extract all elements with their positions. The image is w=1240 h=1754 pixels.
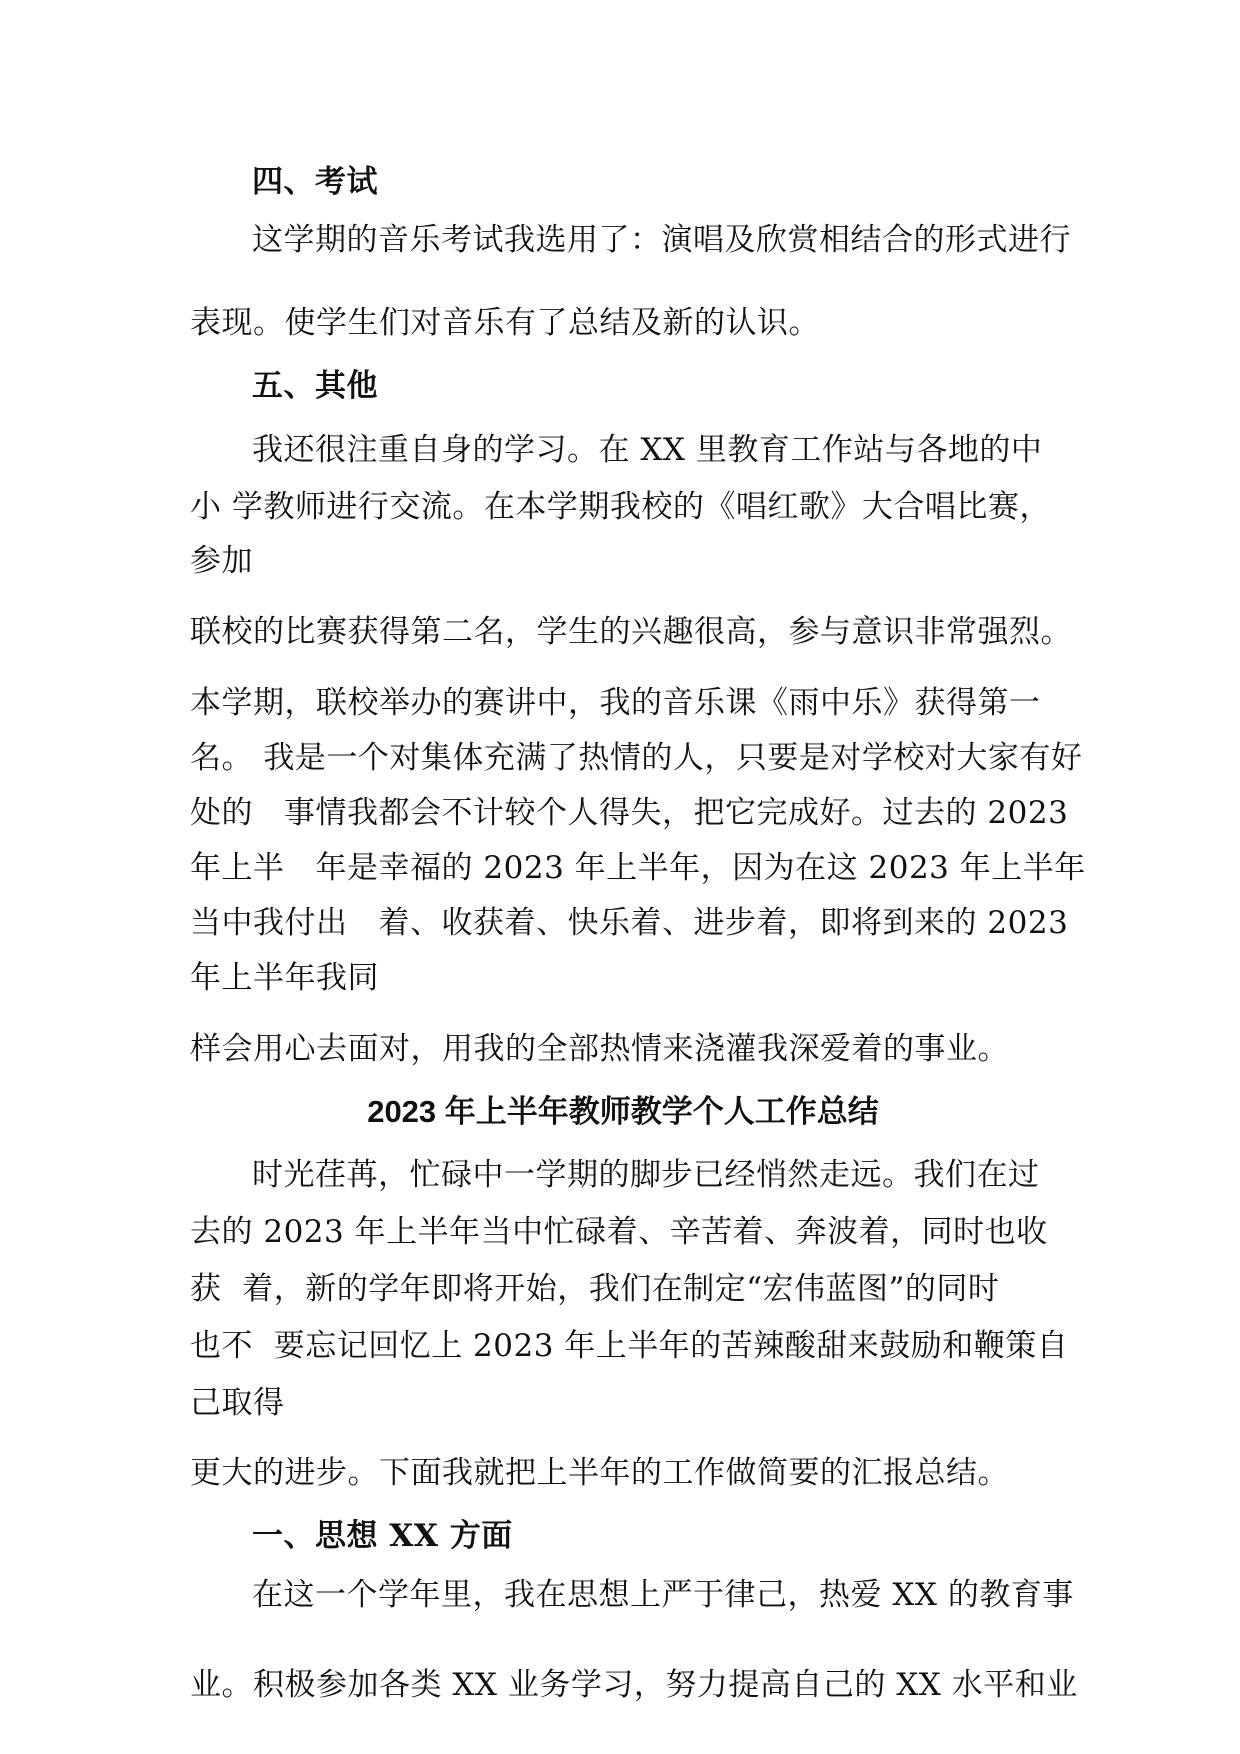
section-heading-exam: 四、考试	[252, 164, 378, 200]
paragraph-line: 样会用心去面对，用我的全部热情来浇灌我深爱着的事业。	[190, 1031, 1009, 1067]
paragraph-line: 获 着，新的学年即将开始，我们在制定“宏伟蓝图”的同时	[190, 1271, 1000, 1307]
paragraph-line: 表现。使学生们对音乐有了总结及新的认识。	[190, 305, 820, 341]
paragraph-line: 参加	[190, 543, 253, 579]
paragraph-line: 本学期，联校举办的赛讲中，我的音乐课《雨中乐》获得第一	[190, 685, 1041, 721]
paragraph-line: 联校的比赛获得第二名，学生的兴趣很高，参与意识非常强烈。	[190, 614, 1072, 650]
paragraph-line: 处的 事情我都会不计较个人得失，把它完成好。过去的 2023	[190, 795, 1069, 831]
paragraph-line: 我还很注重自身的学习。在 XX 里教育工作站与各地的中	[252, 432, 1043, 468]
paragraph-line: 更大的进步。下面我就把上半年的工作做简要的汇报总结。	[190, 1455, 1009, 1491]
paragraph-line: 小 学教师进行交流。在本学期我校的《唱红歌》大合唱比赛，	[190, 489, 1051, 525]
paragraph-line: 年上半 年是幸福的 2023 年上半年，因为在这 2023 年上半年	[190, 850, 1086, 886]
paragraph-line: 也不 要忘记回忆上 2023 年上半年的苦辣酸甜来鼓励和鞭策自	[190, 1328, 1069, 1364]
paragraph-line: 名。 我是一个对集体充满了热情的人，只要是对学校对大家有好	[190, 740, 1083, 776]
section-heading-ideology: 一、思想 XX 方面	[252, 1518, 513, 1554]
paragraph-line: 在这一个学年里，我在思想上严于律己，热爱 XX 的教育事	[252, 1577, 1074, 1613]
paragraph-line: 这学期的音乐考试我选用了：演唱及欣赏相结合的形式进行	[252, 222, 1071, 258]
document-title: 2023 年上半年教师教学个人工作总结	[367, 1094, 879, 1129]
paragraph-line: 业。积极参加各类 XX 业务学习，努力提高自己的 XX 水平和业	[190, 1667, 1078, 1703]
paragraph-line: 去的 2023 年上半年当中忙碌着、辛苦着、奔波着，同时也收	[190, 1214, 1048, 1250]
paragraph-line: 年上半年我同	[190, 960, 379, 996]
section-heading-other: 五、其他	[252, 368, 378, 404]
paragraph-line: 时光荏苒，忙碌中一学期的脚步已经悄然走远。我们在过	[252, 1157, 1040, 1193]
paragraph-line: 当中我付出 着、收获着、快乐着、进步着，即将到来的 2023	[190, 905, 1069, 941]
paragraph-line: 己取得	[190, 1385, 285, 1421]
